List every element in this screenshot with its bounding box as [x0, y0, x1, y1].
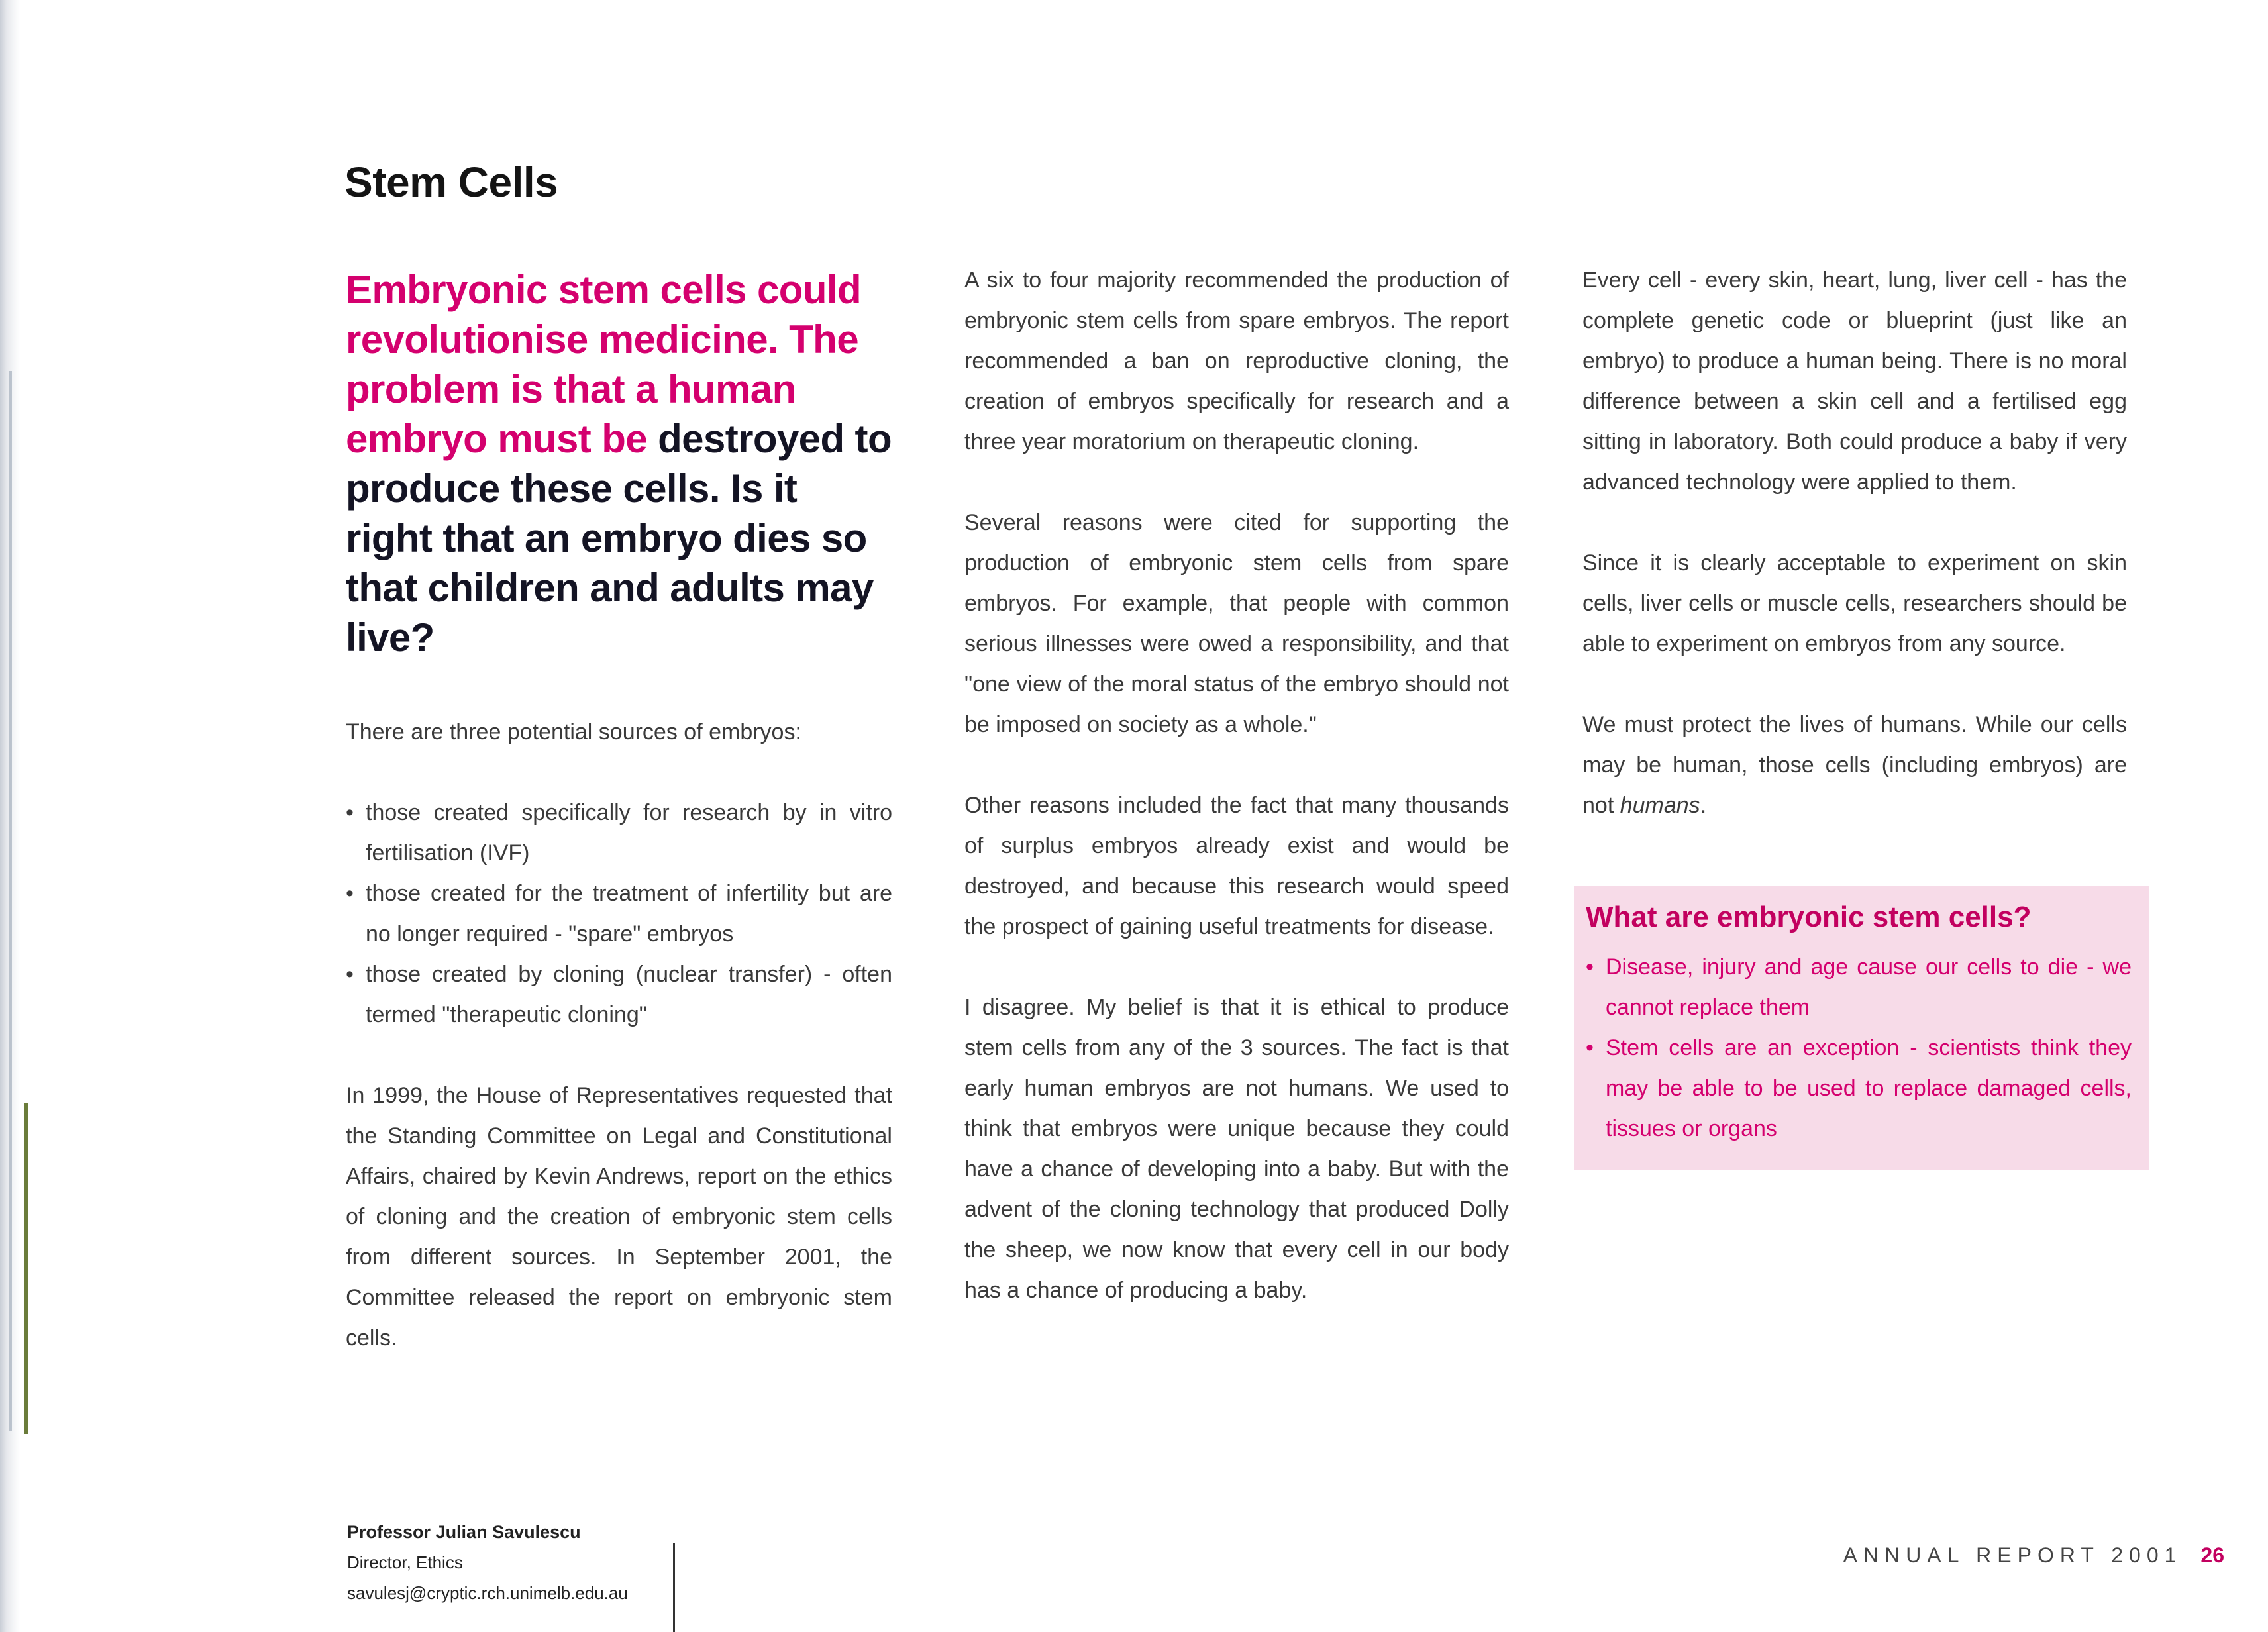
paragraph: Every cell - every skin, heart, lung, liver cell - has the complete genetic code or blueprint (just like an embryo) to produce a human being. There is no moral difference between a skin cell and a fertilised egg sitting in laboratory. Both could produce a baby if very advanced technology were applied to them.	[1582, 268, 2127, 495]
sources-intro: There are three potential sources of embryos:	[346, 719, 801, 744]
page-footer	[1843, 1541, 2224, 1570]
sources-list	[346, 793, 892, 1035]
conclusion-text: We must protect the lives of humans. While our cells may be human, those cells (including embryos) are not	[1582, 712, 2127, 818]
lead-pink-text: Embryonic stem cells could revolutionise medicine. The problem is that a human embryo must be	[346, 268, 861, 461]
conclusion-period: .	[1700, 793, 1707, 818]
paragraph: A six to four majority recommended the production of embryonic stem cells from spare embryos. The report recommended a ban on reproductive cloning, the creation of embryos specifically for research and a three year moratorium on therapeutic cloning.	[964, 268, 1509, 454]
lead-statement	[346, 265, 892, 662]
page-number: 26	[2200, 1543, 2224, 1567]
list-item: • Stem cells are an exception - scientists think they may be able to be used to replace damaged cells, tissues or organs	[1586, 1028, 2132, 1149]
paragraph: I disagree. My belief is that it is ethical to produce stem cells from any of the 3 sources. The fact is that early human embryos are not humans. We used to think that embryos were unique because they could have a chance of developing into a baby. But with the advent of the cloning technology that produced Dolly the sheep, we now know that every cell in our body has a chance of producing a baby.	[964, 995, 1509, 1303]
divider	[673, 1543, 675, 1632]
column-2	[964, 260, 1509, 1351]
history-paragraph: In 1999, the House of Representatives requested that the Standing Committee on Legal and Constitutional Affairs, chaired by Kevin Andrews, report on the ethics of cloning and the creation of embryonic stem cells from different sources. In September 2001, the Committee released the report on embryonic stem cells.	[346, 1083, 892, 1351]
column-3	[1582, 260, 2127, 866]
author-email: savulesj@cryptic.rch.unimelb.edu.au	[347, 1583, 628, 1603]
info-box-title: What are embryonic stem cells?	[1586, 901, 2032, 933]
paragraph: Several reasons were cited for supporting the production of embryonic stem cells from spare embryos. For example, that people with common serious illnesses were owed a responsibility, and that "one view of the moral status of the embryo should not be imposed on society as a whole."	[964, 510, 1509, 737]
conclusion-paragraph	[1582, 705, 2127, 826]
paragraph: Since it is clearly acceptable to experiment on skin cells, liver cells or muscle cells, researchers should be able to experiment on embryos from any source.	[1582, 550, 2127, 656]
info-box	[1574, 886, 2149, 1170]
lead-dark-text: destroyed to produce these cells. Is it right that an embryo dies so that children and adults may live?	[346, 417, 892, 660]
list-item: • those created for the treatment of infertility but are no longer required - "spare" embryos	[346, 874, 892, 954]
info-box-list	[1586, 947, 2132, 1149]
page-title: Stem Cells	[344, 158, 558, 206]
list-item: • those created by cloning (nuclear transfer) - often termed "therapeutic cloning"	[346, 954, 892, 1035]
paragraph: Other reasons included the fact that many thousands of surplus embryos already exist and would be destroyed, and because this research would speed the prospect of gaining useful treatments for disease.	[964, 793, 1509, 939]
author-block	[347, 1517, 628, 1608]
author-role: Director, Ethics	[347, 1553, 463, 1572]
list-item: • those created specifically for research by in vitro fertilisation (IVF)	[346, 793, 892, 874]
column-1	[346, 265, 892, 1399]
binding-shadow	[9, 371, 12, 1431]
list-item: • Disease, injury and age cause our cells to die - we cannot replace them	[1586, 947, 2132, 1028]
report-title: ANNUAL REPORT 2001	[1843, 1543, 2183, 1567]
author-name: Professor Julian Savulescu	[347, 1522, 581, 1542]
binding-marker	[24, 1103, 28, 1434]
conclusion-emphasis: humans	[1620, 793, 1700, 818]
